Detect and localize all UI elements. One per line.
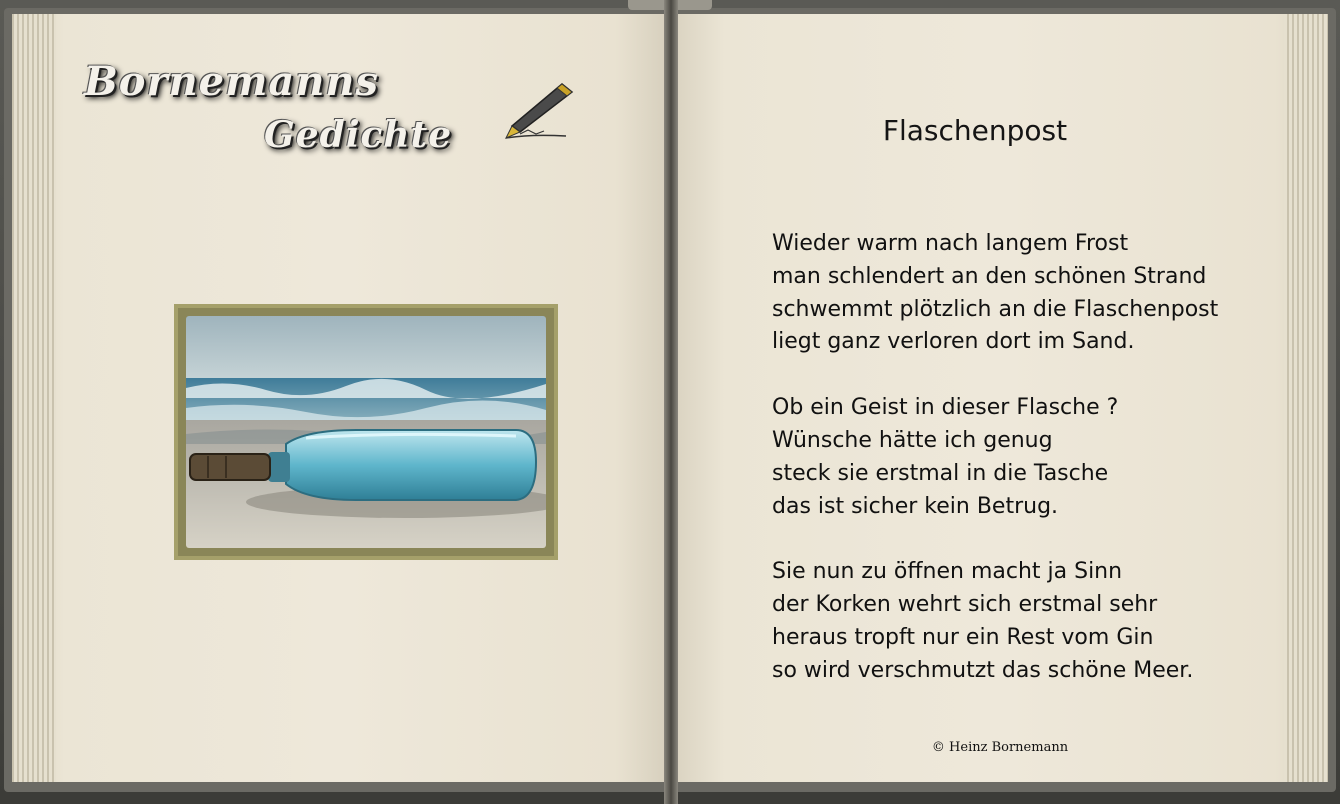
poem-body [772,228,1272,721]
fountain-pen-icon [500,76,580,140]
poem-line: heraus tropft nur ein Rest vom Gin [772,624,1154,650]
poem-line: der Korken wehrt sich erstmal sehr [772,592,1158,618]
logo-title-line1: Bornemanns [84,58,380,105]
poem-line: man schlendert an den schönen Strand [772,263,1207,289]
poem-stanza [772,228,1272,359]
poem-line: Wieder warm nach langem Frost [772,231,1129,256]
book-spine [664,0,678,804]
message-in-bottle-photo [186,316,546,548]
poem-line: Ob ein Geist in dieser Flasche ? [772,395,1119,421]
poem-stanza [772,392,1272,523]
poem-line: Wünsche hätte ich genug [772,427,1053,453]
photo-frame [174,304,558,560]
poem-line: so wird verschmutzt das schöne Meer. [772,657,1194,683]
logo-title-line2: Gedichte [264,114,453,156]
copyright-text: © Heinz Bornemann [931,740,1069,755]
page-edge [1284,14,1328,782]
poem-title: Flaschenpost [882,114,1068,147]
poem-line: das ist sicher kein Betrug. [772,493,1059,519]
poem-line: schwemmt plötzlich an die Flaschenpost [772,296,1219,322]
page-edge [12,14,56,782]
poem-line: liegt ganz verloren dort im Sand. [772,329,1135,355]
poem-stanza [772,556,1272,687]
poem-line: Sie nun zu öffnen macht ja Sinn [772,559,1123,585]
poem-line: steck sie erstmal in die Tasche [772,460,1109,486]
